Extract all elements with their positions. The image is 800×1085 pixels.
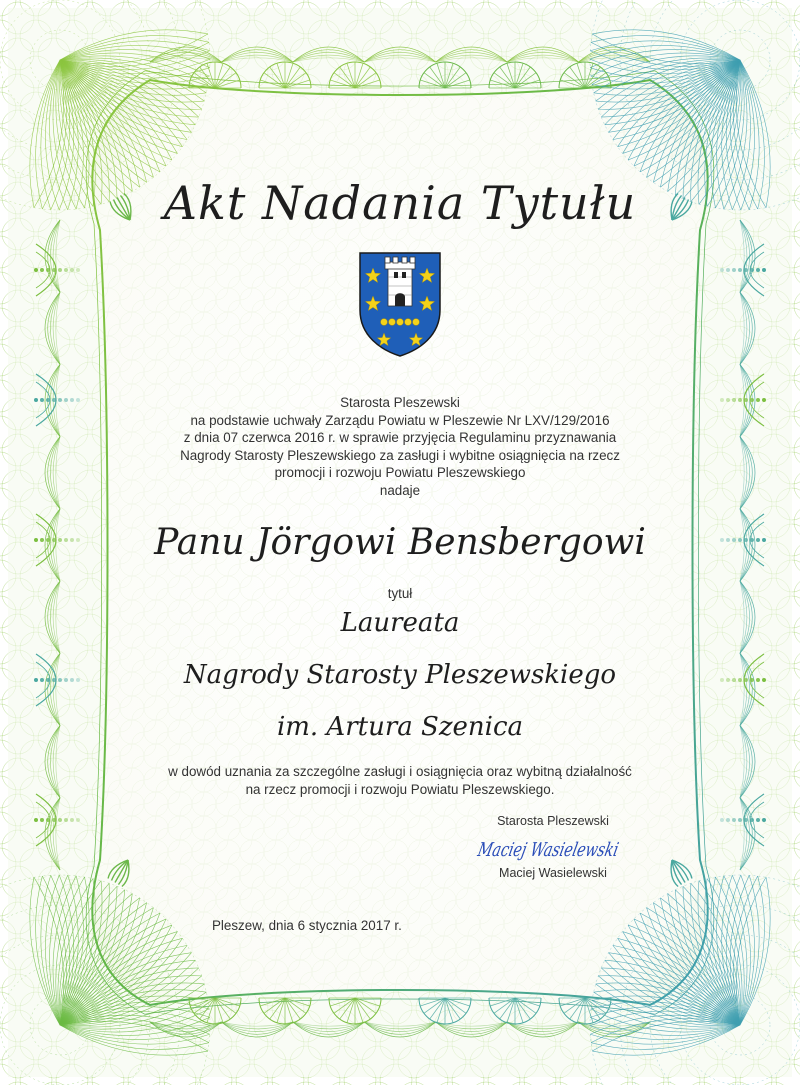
place-and-date: Pleszew, dnia 6 stycznia 2017 r. xyxy=(212,918,402,933)
coat-of-arms-icon xyxy=(357,250,443,358)
recipient-name: Panu Jörgowi Bensbergowi xyxy=(154,522,646,563)
body-line: promocji i rozwoju Powiatu Pleszewskiego xyxy=(274,465,526,481)
signatory-title: Starosta Pleszewski xyxy=(497,814,609,828)
signatory-name: Maciej Wasielewski xyxy=(499,866,607,880)
award-line-name: Nagrody Starosty Pleszewskiego xyxy=(183,660,617,690)
issuer-line: Starosta Pleszewski xyxy=(340,395,460,410)
closing-text xyxy=(0,763,800,798)
body-line: na podstawie uchwały Zarządu Powiatu w Pleszewie Nr LXV/129/2016 xyxy=(190,412,610,428)
certificate-title: Akt Nadania Tytułu xyxy=(163,176,637,230)
handwritten-signature xyxy=(475,832,669,866)
body-line: Nagrody Starosty Pleszewskiego za zasługi i wybitne osiągnięcia na rzecz xyxy=(180,447,620,463)
grants-line: nadaje xyxy=(379,482,421,498)
award-line-patron: im. Artura Szenica xyxy=(276,712,524,742)
svg-text:Maciej Wasielewski: Maciej Wasielewski xyxy=(475,838,669,861)
closing-line: na rzecz promocji i rozwoju Powiatu Pleszewskiego. xyxy=(245,781,555,797)
title-label: tytuł xyxy=(387,586,413,601)
award-line-laureata: Laureata xyxy=(340,608,460,638)
closing-line: w dowód uznania za szczególne zasługi i osiągnięcia oraz wybitną działalność xyxy=(168,764,632,779)
body-line: z dnia 07 czerwca 2016 r. w sprawie przyjęcia Regulaminu przyznawania xyxy=(183,430,617,446)
resolution-text xyxy=(0,394,800,500)
